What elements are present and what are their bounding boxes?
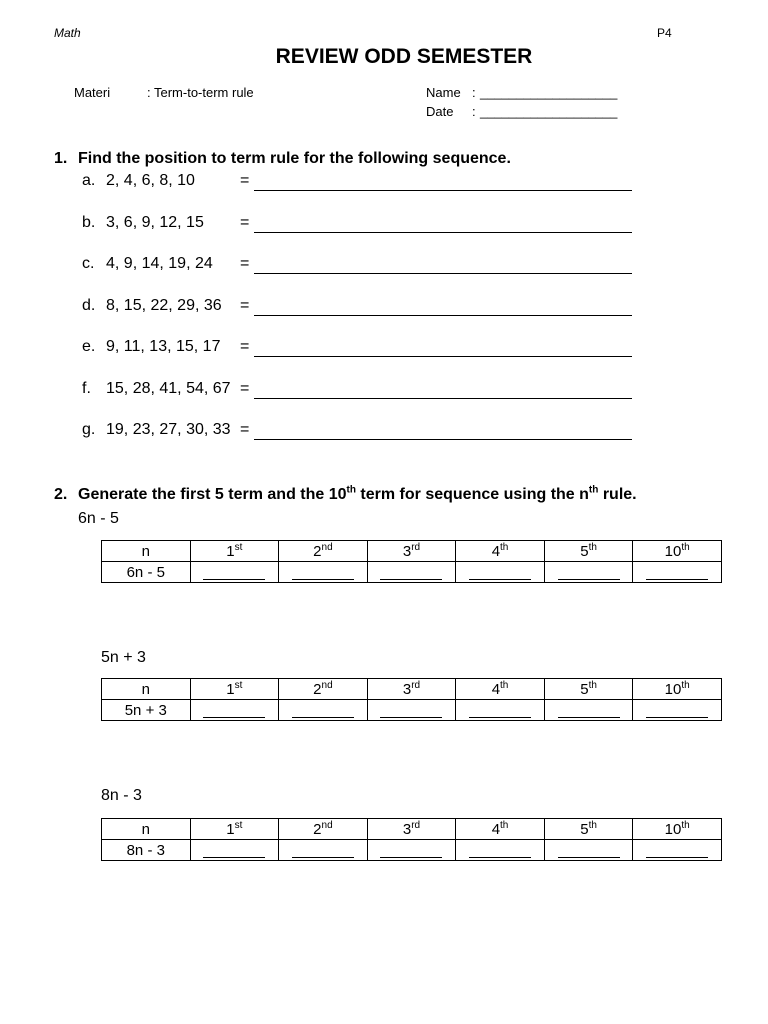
- header-term: [633, 819, 722, 840]
- header-term-number: 4: [491, 820, 501, 838]
- item-sequence: 3, 6, 9, 12, 15: [106, 213, 204, 231]
- item-equals: =: [240, 296, 250, 314]
- answer-cell[interactable]: [367, 840, 456, 861]
- answer-blank[interactable]: [292, 565, 354, 580]
- table-row: [102, 840, 722, 861]
- answer-blank[interactable]: [203, 703, 265, 718]
- header-term-suffix: rd: [411, 541, 421, 553]
- header-term-suffix: th: [500, 819, 509, 831]
- answer-cell[interactable]: [367, 700, 456, 721]
- header-term-suffix: th: [681, 679, 690, 691]
- list-item: [0, 338, 768, 360]
- answer-line[interactable]: [254, 356, 632, 357]
- header-term: [279, 541, 368, 562]
- item-equals: =: [240, 213, 250, 231]
- list-item: [0, 172, 768, 194]
- table-header-row: [102, 541, 722, 562]
- header-term: [633, 679, 722, 700]
- header-term-number: 10: [664, 820, 682, 838]
- name-colon: :: [472, 85, 476, 100]
- rule-label: 5n + 3: [101, 649, 146, 666]
- header-term-number: 2: [313, 680, 322, 698]
- header-term-number: 3: [402, 542, 412, 560]
- answer-cell[interactable]: [190, 840, 279, 861]
- page-title: REVIEW ODD SEMESTER: [275, 45, 533, 68]
- header-term-number: 5: [580, 820, 589, 838]
- question-2-text: [78, 486, 637, 504]
- header-n: n: [102, 679, 191, 700]
- answer-blank[interactable]: [646, 703, 708, 718]
- header-term: [367, 679, 456, 700]
- sequence-table: [101, 540, 722, 583]
- header-term-number: 10: [664, 542, 682, 560]
- header-term-suffix: th: [681, 819, 690, 831]
- header-term-suffix: nd: [321, 679, 333, 691]
- date-label: Date: [426, 104, 454, 119]
- question-2-sup1: th: [346, 484, 356, 496]
- item-equals: =: [240, 172, 250, 189]
- item-equals: =: [240, 379, 250, 397]
- header-term-suffix: th: [588, 819, 597, 831]
- header-term-suffix: st: [234, 679, 243, 691]
- header-term: [279, 819, 368, 840]
- item-letter: d.: [82, 296, 96, 314]
- question-2-text-part2: term for sequence using the n: [355, 486, 589, 503]
- header-term-suffix: rd: [411, 679, 421, 691]
- header-term: [190, 679, 279, 700]
- item-letter: b.: [82, 213, 96, 231]
- header-term: [544, 819, 633, 840]
- item-letter: c.: [82, 255, 95, 272]
- question-2-text-part3: rule.: [598, 486, 637, 503]
- header-n: n: [102, 819, 191, 840]
- item-equals: =: [240, 421, 250, 438]
- table-header-row: [102, 819, 722, 840]
- answer-cell[interactable]: [633, 840, 722, 861]
- item-equals: =: [240, 338, 250, 355]
- answer-cell[interactable]: [544, 840, 633, 861]
- header-term: [456, 819, 545, 840]
- header-term-number: 2: [313, 542, 322, 560]
- header-term-number: 3: [402, 820, 412, 838]
- question-2-sup2: th: [588, 484, 599, 496]
- header-term-number: 1: [226, 680, 235, 698]
- answer-blank[interactable]: [469, 565, 531, 580]
- header-term-number: 1: [226, 820, 235, 838]
- header-term: [544, 541, 633, 562]
- row-label: 6n - 5: [102, 562, 191, 583]
- header-term: [190, 819, 279, 840]
- table-row: [102, 562, 722, 583]
- answer-line[interactable]: [254, 232, 632, 233]
- item-letter: a.: [82, 172, 96, 189]
- answer-line[interactable]: [254, 273, 632, 274]
- answer-blank[interactable]: [469, 703, 531, 718]
- row-label: 5n + 3: [102, 700, 191, 721]
- rule-label: 6n - 5: [78, 510, 119, 527]
- header-term-suffix: th: [681, 541, 690, 553]
- item-sequence: 15, 28, 41, 54, 67: [106, 379, 231, 397]
- answer-blank[interactable]: [558, 565, 620, 580]
- answer-line[interactable]: [254, 398, 632, 399]
- answer-cell[interactable]: [190, 700, 279, 721]
- question-1-number: 1.: [54, 150, 68, 167]
- materi-value: : Term-to-term rule: [147, 85, 254, 100]
- answer-blank[interactable]: [203, 843, 265, 858]
- item-letter: f.: [82, 379, 91, 397]
- answer-cell[interactable]: [279, 840, 368, 861]
- answer-blank[interactable]: [646, 843, 708, 858]
- row-label: 8n - 3: [102, 840, 191, 861]
- header-term: [544, 679, 633, 700]
- answer-cell[interactable]: [456, 840, 545, 861]
- answer-blank[interactable]: [292, 703, 354, 718]
- item-letter: e.: [82, 338, 96, 355]
- answer-cell[interactable]: [633, 562, 722, 583]
- list-item: [0, 214, 768, 236]
- header-term-number: 4: [491, 680, 501, 698]
- answer-blank[interactable]: [558, 703, 620, 718]
- question-2-text-part1: Generate the first 5 term and the 10: [78, 486, 347, 503]
- item-sequence: 8, 15, 22, 29, 36: [106, 296, 222, 314]
- answer-blank[interactable]: [469, 843, 531, 858]
- header-term-number: 3: [402, 680, 412, 698]
- header-term-suffix: nd: [321, 819, 333, 831]
- header-term-number: 10: [664, 680, 682, 698]
- header-term-number: 5: [580, 542, 589, 560]
- header-term-number: 1: [226, 542, 235, 560]
- header-term: [456, 679, 545, 700]
- header-term-suffix: th: [500, 679, 509, 691]
- question-2-number: 2.: [54, 486, 68, 503]
- header-term-number: 4: [491, 542, 501, 560]
- answer-cell[interactable]: [456, 700, 545, 721]
- item-equals: =: [240, 255, 250, 272]
- answer-blank[interactable]: [558, 843, 620, 858]
- item-sequence: 4, 9, 14, 19, 24: [106, 255, 213, 272]
- sequence-table: [101, 678, 722, 721]
- header-term-number: 5: [580, 680, 589, 698]
- list-item: [0, 255, 768, 277]
- materi-label: Materi: [74, 85, 111, 100]
- header-term-suffix: th: [500, 541, 509, 553]
- answer-cell[interactable]: [190, 562, 279, 583]
- item-sequence: 19, 23, 27, 30, 33: [106, 421, 231, 438]
- header-term-suffix: nd: [321, 541, 333, 553]
- answer-line[interactable]: [254, 439, 632, 440]
- header-term-suffix: rd: [411, 819, 421, 831]
- header-term: [633, 541, 722, 562]
- answer-blank[interactable]: [292, 843, 354, 858]
- answer-line[interactable]: [254, 315, 632, 316]
- answer-cell[interactable]: [279, 700, 368, 721]
- answer-line[interactable]: [254, 190, 632, 191]
- subject-label: Math: [54, 26, 81, 40]
- header-term: [279, 679, 368, 700]
- date-colon: :: [472, 104, 476, 119]
- item-sequence: 2, 4, 6, 8, 10: [106, 172, 195, 189]
- answer-blank[interactable]: [380, 565, 442, 580]
- answer-cell[interactable]: [456, 562, 545, 583]
- header-term-suffix: st: [234, 819, 243, 831]
- answer-blank[interactable]: [203, 565, 265, 580]
- header-term-number: 2: [313, 820, 322, 838]
- header-term-suffix: th: [588, 679, 597, 691]
- date-field[interactable]: ___________________: [480, 104, 618, 119]
- sequence-table: [101, 818, 722, 861]
- list-item: [0, 297, 768, 319]
- answer-cell[interactable]: [367, 562, 456, 583]
- header-term-suffix: th: [588, 541, 597, 553]
- item-sequence: 9, 11, 13, 15, 17: [106, 338, 221, 355]
- answer-cell[interactable]: [544, 562, 633, 583]
- header-term: [456, 541, 545, 562]
- header-term-suffix: st: [234, 541, 243, 553]
- rule-label: 8n - 3: [101, 787, 142, 804]
- answer-cell[interactable]: [633, 700, 722, 721]
- name-field[interactable]: ___________________: [480, 85, 618, 100]
- header-term: [190, 541, 279, 562]
- question-1-text: Find the position to term rule for the following sequence.: [78, 150, 511, 167]
- item-letter: g.: [82, 421, 96, 438]
- table-header-row: [102, 679, 722, 700]
- grade-label: P4: [657, 26, 672, 40]
- header-term: [367, 541, 456, 562]
- answer-cell[interactable]: [279, 562, 368, 583]
- answer-blank[interactable]: [646, 565, 708, 580]
- header-term: [367, 819, 456, 840]
- table-row: [102, 700, 722, 721]
- name-label: Name: [426, 85, 461, 100]
- answer-blank[interactable]: [380, 843, 442, 858]
- list-item: [0, 380, 768, 402]
- header-n: n: [102, 541, 191, 562]
- list-item: [0, 421, 768, 443]
- answer-blank[interactable]: [380, 703, 442, 718]
- answer-cell[interactable]: [544, 700, 633, 721]
